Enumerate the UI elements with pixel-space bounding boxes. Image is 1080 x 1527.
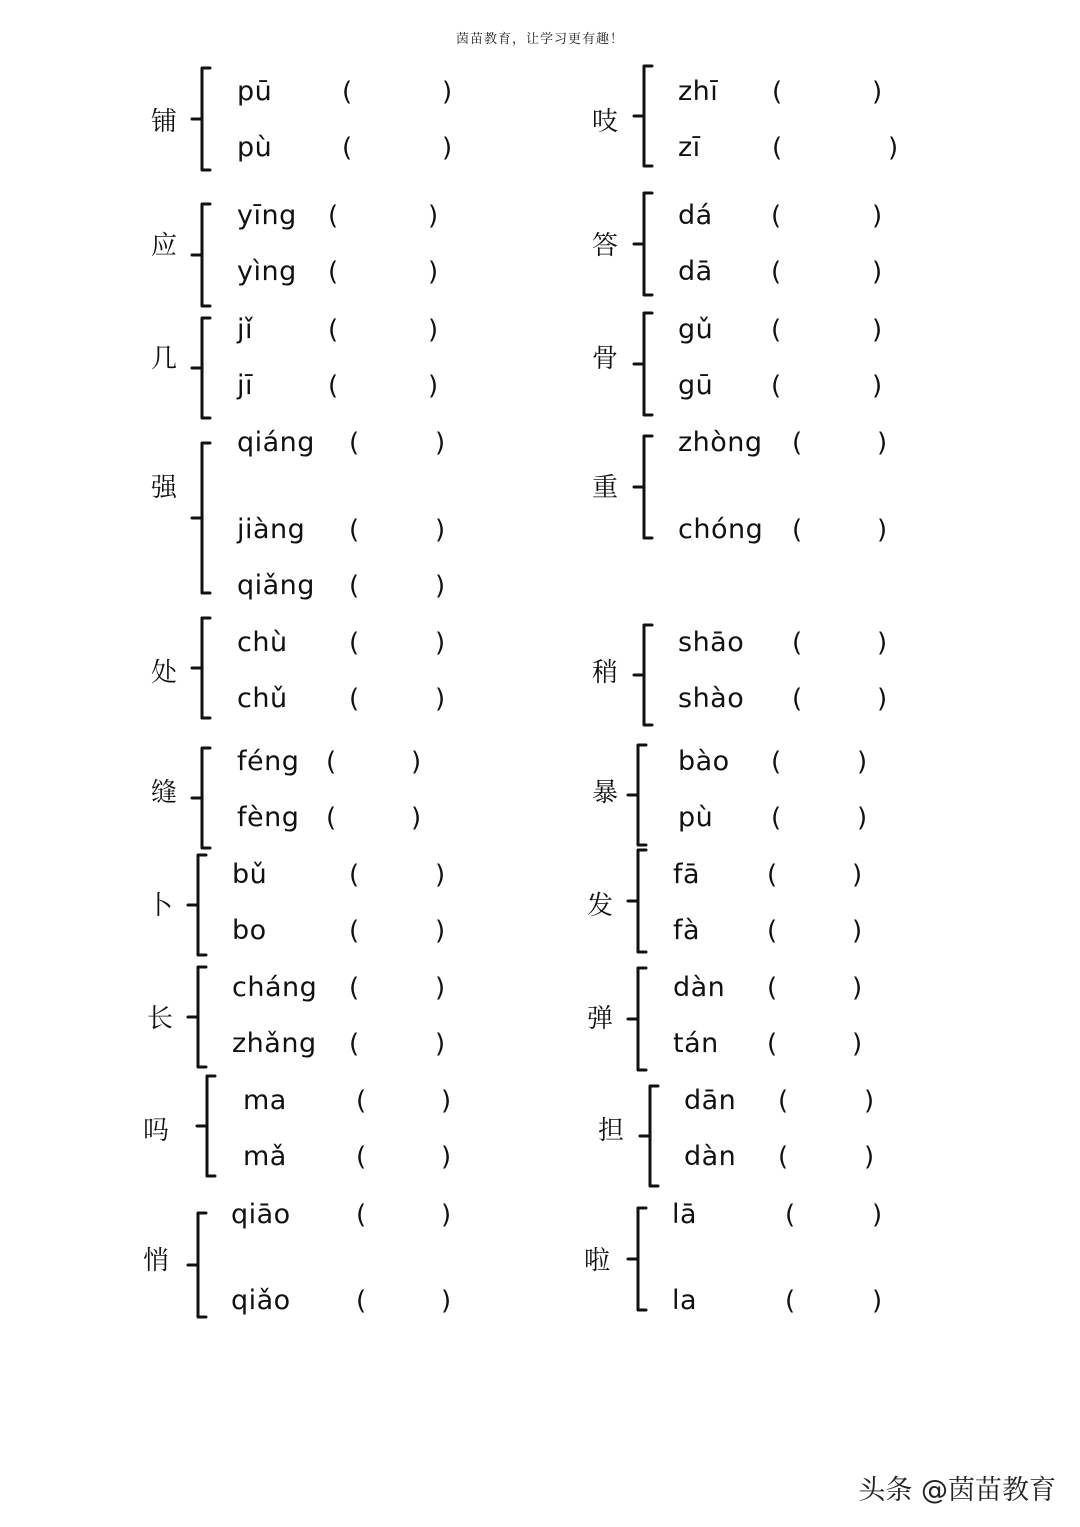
- answer-blank-close-paren: ): [411, 747, 422, 777]
- pinyin-text: la: [672, 1285, 698, 1316]
- polyphone-character: 骨: [591, 344, 618, 374]
- pinyin-text: qiǎo: [231, 1285, 291, 1316]
- polyphone-character: 几: [150, 344, 177, 374]
- pinyin-text: jī: [237, 370, 254, 401]
- pinyin-row: [237, 74, 537, 110]
- answer-blank-open-paren: (: [785, 1200, 796, 1230]
- pinyin-text: jǐ: [237, 314, 254, 345]
- curly-brace-icon: [628, 966, 652, 1072]
- pinyin-text: qiáng: [237, 427, 315, 458]
- pinyin-row: [237, 198, 537, 234]
- answer-blank-open-paren: (: [772, 77, 783, 107]
- pinyin-row: [232, 1026, 532, 1062]
- pinyin-row: [237, 312, 537, 348]
- answer-blank-open-paren: (: [778, 1086, 789, 1116]
- pinyin-text: zhòng: [678, 427, 763, 458]
- answer-blank-open-paren: (: [349, 684, 360, 714]
- polyphone-character: 铺: [150, 107, 177, 137]
- pinyin-row: [678, 130, 978, 166]
- polyphone-character: 啦: [583, 1246, 610, 1276]
- curly-brace-icon: [634, 311, 658, 417]
- pinyin-text: qiāo: [231, 1199, 291, 1230]
- pinyin-row: [684, 1139, 984, 1175]
- curly-brace-icon: [192, 316, 216, 420]
- pinyin-text: cháng: [232, 972, 318, 1003]
- answer-blank-close-paren: ): [872, 201, 883, 231]
- answer-blank-close-paren: ): [441, 1286, 452, 1316]
- pinyin-row: [237, 130, 537, 166]
- answer-blank-open-paren: (: [356, 1200, 367, 1230]
- polyphone-character: 长: [146, 1004, 173, 1034]
- answer-blank-open-paren: (: [328, 201, 339, 231]
- answer-blank-open-paren: (: [349, 1029, 360, 1059]
- answer-blank-open-paren: (: [349, 916, 360, 946]
- pinyin-text: bo: [232, 915, 267, 946]
- polyphone-character: 缝: [150, 778, 177, 808]
- polyphone-character: 强: [150, 473, 177, 503]
- page-header: 茵苗教育，让学习更有趣！: [455, 32, 624, 47]
- answer-blank-close-paren: ): [435, 428, 446, 458]
- answer-blank-close-paren: ): [877, 428, 888, 458]
- curly-brace-icon: [634, 64, 658, 168]
- pinyin-text: ma: [243, 1085, 287, 1116]
- answer-blank-close-paren: ): [872, 1286, 883, 1316]
- pinyin-text: yīng: [237, 200, 297, 231]
- answer-blank-close-paren: ): [852, 916, 863, 946]
- answer-blank-close-paren: ): [857, 803, 868, 833]
- answer-blank-close-paren: ): [442, 77, 453, 107]
- curly-brace-icon: [192, 66, 216, 172]
- pinyin-text: pū: [237, 76, 273, 107]
- answer-blank-open-paren: (: [326, 803, 337, 833]
- pinyin-text: jiàng: [237, 514, 306, 545]
- pinyin-row: [232, 970, 532, 1006]
- answer-blank-open-paren: (: [349, 571, 360, 601]
- curly-brace-icon: [192, 202, 216, 308]
- pinyin-row: [678, 254, 978, 290]
- answer-blank-open-paren: (: [771, 371, 782, 401]
- answer-blank-close-paren: ): [857, 747, 868, 777]
- answer-blank-open-paren: (: [326, 747, 337, 777]
- pinyin-row: [237, 368, 537, 404]
- answer-blank-close-paren: ): [435, 916, 446, 946]
- pinyin-row: [231, 1283, 531, 1319]
- polyphone-character: 应: [150, 231, 177, 261]
- answer-blank-open-paren: (: [771, 315, 782, 345]
- answer-blank-close-paren: ): [852, 860, 863, 890]
- answer-blank-close-paren: ): [852, 1029, 863, 1059]
- answer-blank-close-paren: ): [428, 201, 439, 231]
- answer-blank-close-paren: ): [441, 1086, 452, 1116]
- answer-blank-open-paren: (: [767, 973, 778, 1003]
- answer-blank-open-paren: (: [328, 371, 339, 401]
- pinyin-text: fèng: [237, 802, 300, 833]
- answer-blank-close-paren: ): [435, 628, 446, 658]
- curly-brace-icon: [628, 848, 652, 954]
- pinyin-text: yìng: [237, 256, 297, 287]
- answer-blank-open-paren: (: [771, 201, 782, 231]
- curly-brace-icon: [197, 1074, 221, 1178]
- answer-blank-close-paren: ): [441, 1142, 452, 1172]
- polyphone-character: 答: [591, 231, 618, 261]
- pinyin-row: [243, 1139, 543, 1175]
- answer-blank-close-paren: ): [442, 133, 453, 163]
- pinyin-text: shào: [678, 683, 745, 714]
- answer-blank-open-paren: (: [771, 747, 782, 777]
- answer-blank-open-paren: (: [349, 628, 360, 658]
- pinyin-text: chóng: [678, 514, 764, 545]
- answer-blank-close-paren: ): [864, 1142, 875, 1172]
- pinyin-text: tán: [673, 1028, 719, 1059]
- answer-blank-open-paren: (: [772, 133, 783, 163]
- pinyin-row: [237, 625, 537, 661]
- answer-blank-open-paren: (: [356, 1286, 367, 1316]
- pinyin-row: [678, 744, 978, 780]
- pinyin-text: dàn: [673, 972, 726, 1003]
- watermark: 头条 @茵苗教育: [858, 1475, 1056, 1506]
- answer-blank-open-paren: (: [328, 315, 339, 345]
- answer-blank-close-paren: ): [864, 1086, 875, 1116]
- pinyin-text: pù: [678, 802, 714, 833]
- answer-blank-open-paren: (: [785, 1286, 796, 1316]
- answer-blank-open-paren: (: [356, 1142, 367, 1172]
- pinyin-text: fā: [673, 859, 701, 890]
- answer-blank-open-paren: (: [349, 860, 360, 890]
- answer-blank-close-paren: ): [435, 860, 446, 890]
- pinyin-row: [673, 913, 973, 949]
- pinyin-text: chù: [237, 627, 288, 658]
- polyphone-character: 发: [586, 891, 613, 921]
- curly-brace-icon: [634, 434, 658, 540]
- answer-blank-open-paren: (: [792, 515, 803, 545]
- pinyin-text: gǔ: [678, 314, 714, 345]
- answer-blank-close-paren: ): [877, 515, 888, 545]
- curly-brace-icon: [192, 616, 216, 720]
- answer-blank-open-paren: (: [792, 428, 803, 458]
- curly-brace-icon: [188, 853, 212, 957]
- pinyin-text: zī: [678, 132, 701, 163]
- answer-blank-close-paren: ): [428, 257, 439, 287]
- polyphone-character: 悄: [142, 1246, 169, 1276]
- answer-blank-close-paren: ): [435, 684, 446, 714]
- pinyin-row: [237, 568, 537, 604]
- curly-brace-icon: [192, 441, 216, 595]
- pinyin-row: [678, 198, 978, 234]
- pinyin-row: [237, 425, 537, 461]
- pinyin-row: [672, 1197, 972, 1233]
- pinyin-row: [237, 681, 537, 717]
- polyphone-character: 吗: [142, 1116, 169, 1146]
- answer-blank-close-paren: ): [441, 1200, 452, 1230]
- pinyin-text: bào: [678, 746, 730, 777]
- answer-blank-close-paren: ): [435, 571, 446, 601]
- pinyin-row: [678, 312, 978, 348]
- answer-blank-open-paren: (: [792, 628, 803, 658]
- curly-brace-icon: [628, 743, 652, 847]
- answer-blank-open-paren: (: [342, 133, 353, 163]
- pinyin-row: [678, 425, 978, 461]
- pinyin-row: [673, 1026, 973, 1062]
- pinyin-text: gū: [678, 370, 714, 401]
- answer-blank-open-paren: (: [342, 77, 353, 107]
- answer-blank-close-paren: ): [435, 1029, 446, 1059]
- answer-blank-close-paren: ): [888, 133, 899, 163]
- pinyin-text: dā: [678, 256, 713, 287]
- pinyin-text: zhǎng: [232, 1028, 317, 1059]
- pinyin-row: [237, 254, 537, 290]
- answer-blank-open-paren: (: [349, 515, 360, 545]
- pinyin-text: dān: [684, 1085, 737, 1116]
- pinyin-text: féng: [237, 746, 300, 777]
- pinyin-row: [232, 857, 532, 893]
- pinyin-text: mǎ: [243, 1141, 287, 1172]
- answer-blank-close-paren: ): [428, 371, 439, 401]
- pinyin-text: qiǎng: [237, 570, 315, 601]
- answer-blank-open-paren: (: [767, 916, 778, 946]
- pinyin-row: [684, 1083, 984, 1119]
- pinyin-text: zhī: [678, 76, 719, 107]
- polyphone-character: 担: [597, 1116, 624, 1146]
- pinyin-row: [673, 857, 973, 893]
- answer-blank-close-paren: ): [872, 315, 883, 345]
- answer-blank-close-paren: ): [877, 628, 888, 658]
- answer-blank-open-paren: (: [349, 428, 360, 458]
- pinyin-text: pù: [237, 132, 273, 163]
- pinyin-row: [678, 512, 978, 548]
- polyphone-character: 卜: [146, 891, 173, 921]
- curly-brace-icon: [188, 965, 212, 1069]
- pinyin-text: lā: [672, 1199, 698, 1230]
- answer-blank-close-paren: ): [852, 973, 863, 1003]
- pinyin-row: [231, 1197, 531, 1233]
- pinyin-row: [237, 512, 537, 548]
- pinyin-row: [673, 970, 973, 1006]
- curly-brace-icon: [634, 191, 658, 297]
- curly-brace-icon: [628, 1206, 652, 1312]
- curly-brace-icon: [192, 746, 216, 850]
- pinyin-row: [243, 1083, 543, 1119]
- curly-brace-icon: [634, 623, 658, 727]
- answer-blank-open-paren: (: [356, 1086, 367, 1116]
- pinyin-row: [678, 681, 978, 717]
- answer-blank-open-paren: (: [778, 1142, 789, 1172]
- answer-blank-close-paren: ): [872, 77, 883, 107]
- curly-brace-icon: [188, 1211, 212, 1319]
- pinyin-text: shāo: [678, 627, 745, 658]
- pinyin-text: fà: [673, 915, 701, 946]
- answer-blank-open-paren: (: [328, 257, 339, 287]
- pinyin-row: [237, 800, 537, 836]
- curly-brace-icon: [640, 1084, 664, 1188]
- answer-blank-open-paren: (: [767, 860, 778, 890]
- pinyin-row: [678, 625, 978, 661]
- pinyin-row: [237, 744, 537, 780]
- pinyin-row: [678, 800, 978, 836]
- answer-blank-close-paren: ): [435, 973, 446, 1003]
- polyphone-character: 重: [591, 473, 618, 503]
- polyphone-character: 弹: [586, 1004, 613, 1034]
- answer-blank-close-paren: ): [872, 371, 883, 401]
- pinyin-text: bǔ: [232, 859, 268, 890]
- pinyin-row: [678, 368, 978, 404]
- pinyin-row: [678, 74, 978, 110]
- answer-blank-close-paren: ): [872, 257, 883, 287]
- answer-blank-close-paren: ): [435, 515, 446, 545]
- answer-blank-open-paren: (: [767, 1029, 778, 1059]
- answer-blank-close-paren: ): [428, 315, 439, 345]
- pinyin-text: dàn: [684, 1141, 737, 1172]
- polyphone-character: 稍: [591, 658, 618, 688]
- pinyin-row: [672, 1283, 972, 1319]
- pinyin-text: dá: [678, 200, 713, 231]
- answer-blank-open-paren: (: [792, 684, 803, 714]
- answer-blank-open-paren: (: [771, 257, 782, 287]
- pinyin-text: chǔ: [237, 683, 288, 714]
- answer-blank-open-paren: (: [771, 803, 782, 833]
- answer-blank-close-paren: ): [872, 1200, 883, 1230]
- answer-blank-close-paren: ): [411, 803, 422, 833]
- answer-blank-close-paren: ): [877, 684, 888, 714]
- answer-blank-open-paren: (: [349, 973, 360, 1003]
- polyphone-character: 暴: [591, 778, 618, 808]
- pinyin-row: [232, 913, 532, 949]
- polyphone-character: 吱: [591, 107, 618, 137]
- polyphone-character: 处: [150, 658, 177, 688]
